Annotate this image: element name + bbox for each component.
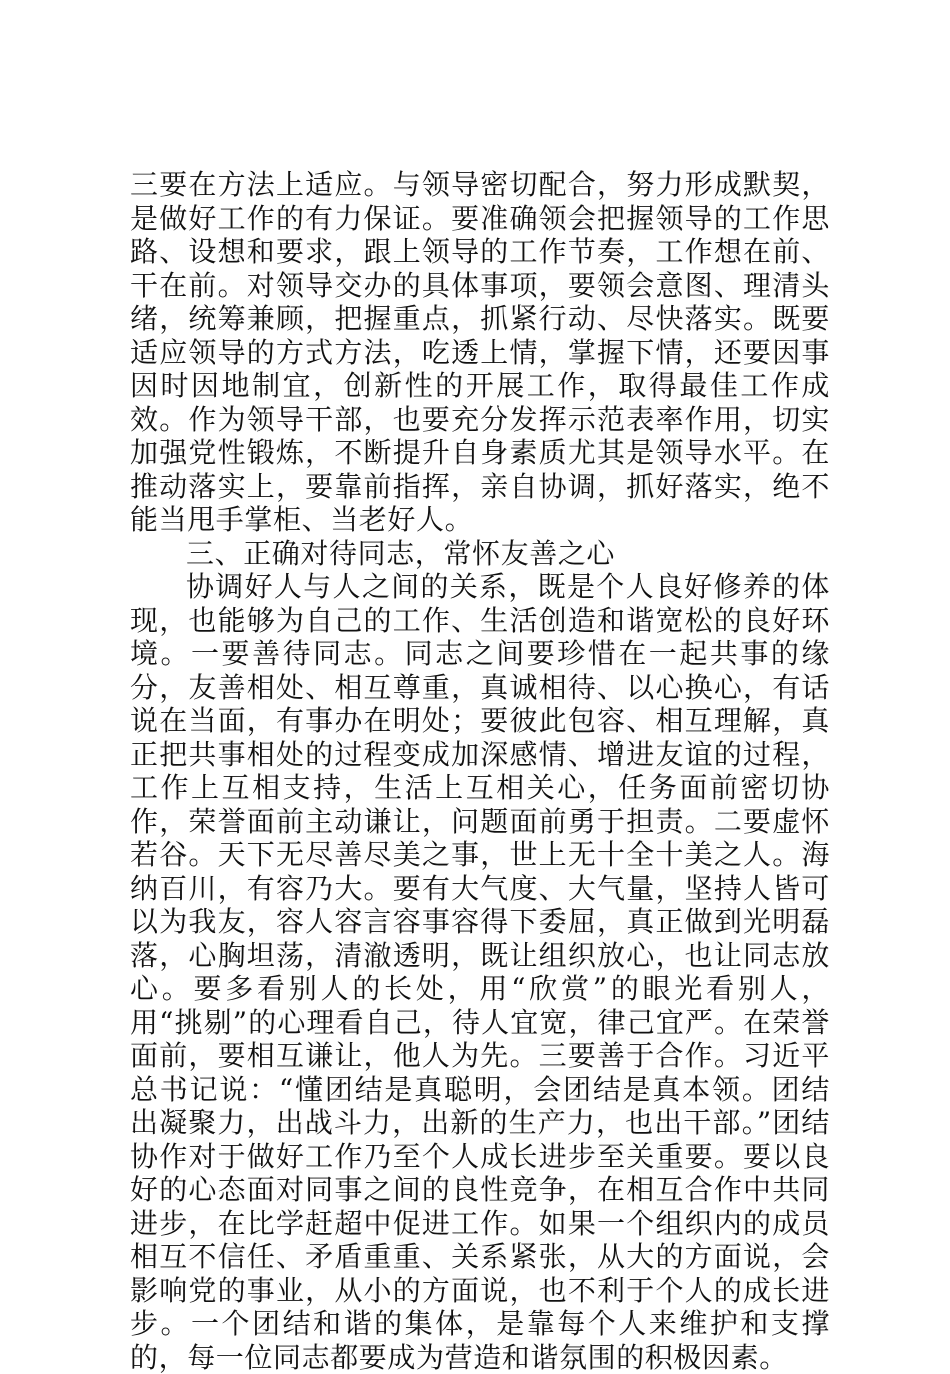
section-heading: 三、正确对待同志，常怀友善之心	[186, 536, 616, 570]
paragraph-method-adaptation: 三要在方法上适应。与领导密切配合，努力形成默契，是做好工作的有力保证。要准确领会把握领导的工作思路、设想和要求，跟上领导的工作节奏，工作想在前、干在前。对领导交办的具体事项，要领会意图、理清头绪，统筹兼顾，把握重点，抓紧行动、尽快落实。既要适应领导的方式方法，吃透上情，掌握下情，还要因事因时因地制宜，创新性的开展工作，取得最佳工作成效。作为领导干部，也要充分发挥示范表率作用，切实加强党性锻炼，不断提升自身素质尤其是领导水平。在推动落实上，要靠前指挥，亲自协调，抓好落实，绝不能当甩手掌柜、当老好人。	[130, 168, 830, 536]
document-body	[130, 168, 830, 1374]
paragraph-treat-comrades: 协调好人与人之间的关系，既是个人良好修养的体现，也能够为自己的工作、生活创造和谐宽松的良好环境。一要善待同志。同志之间要珍惜在一起共事的缘分，友善相处、相互尊重，真诚相待、以心换心，有话说在当面，有事办在明处；要彼此包容、相互理解，真正把共事相处的过程变成加深感情、增进友谊的过程，工作上互相支持，生活上互相关心，任务面前密切协作，荣誉面前主动谦让，问题面前勇于担责。二要虚怀若谷。天下无尽善尽美之事，世上无十全十美之人。海纳百川，有容乃大。要有大气度、大气量，坚持人皆可以为我友，容人容言容事容得下委屈，真正做到光明磊落，心胸坦荡，清澈透明，既让组织放心，也让同志放心。要多看别人的长处，用“欣赏”的眼光看别人，用“挑剔”的心理看自己，待人宜宽，律己宜严。在荣誉面前，要相互谦让，他人为先。三要善于合作。习近平总书记说：“懂团结是真聪明，会团结是真本领。团结出凝聚力，出战斗力，出新的生产力，也出干部。”团结协作对于做好工作乃至个人成长进步至关重要。要以良好的心态面对同事之间的良性竞争，在相互合作中共同进步，在比学赶超中促进工作。如果一个组织内的成员相互不信任、矛盾重重、关系紧张，从大的方面说，会影响党的事业，从小的方面说，也不利于个人的成长进步。一个团结和谐的集体，是靠每个人来维护和支撑的，每一位同志都要成为营造和谐氛围的积极因素。	[130, 570, 830, 1374]
